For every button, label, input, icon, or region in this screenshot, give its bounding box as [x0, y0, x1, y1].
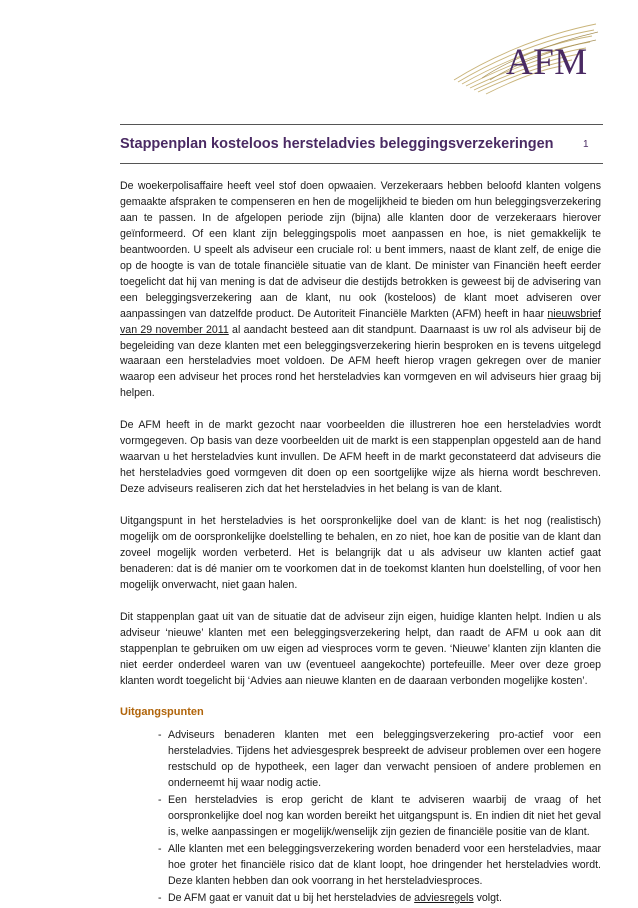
list-item-text: De AFM gaat er vanuit dat u bij het hersteladvies de [168, 891, 415, 904]
paragraph-scope: Dit stappenplan gaat uit van de situatie dat de adviseur zijn eigen, huidige klanten helpt. Indien u als adviseur ‘nieuwe’ klanten met een beleggingsverzekering helpt, dan raadt de AFM u ook aan dit stappenplan te gebruiken om uw eigen ad viesproces vorm te geven. ‘Nieuwe’ klanten zijn klanten die niet eerder onderdeel waren van uw (eventueel aangekochte) portefeuille. Meer over deze groep klanten wordt toegelicht bij ‘Advies aan nieuwe klanten en de daaraan verbonden mogelijke kosten’. [120, 610, 601, 687]
dash-bullet: - [158, 729, 162, 742]
header-bottom-rule [120, 163, 603, 164]
paragraph-text: De woekerpolisaffaire heeft veel stof doen opwaaien. Verzekeraars hebben beloofd klanten volgens gemaakte afspraken te compenseren en hen de mogelijkheid te bieden om hun beleggingsverzekering aan te passen. In de afgelopen periode zijn (bijna) alle klanten door de verzekeraars hierover geïnformeerd. Of een klant zijn beleggingspolis moet aanpassen en hoe, is niet gemakkelijk te beantwoorden. U speelt als adviseur een cruciale rol: u bent immers, naast de klant zelf, de enige die op de hoogte is van de totale financiële situatie van de klant. De minister van Financiën heeft eerder toegelicht dat hij van mening is dat de adviseur die destijds betrokken is geweest bij de advisering van een beleggingsverzekering aan de klant, nu ook (kosteloos) de klant moet adviseren over aanpassingen van datzelfde product. De Autoriteit Financiële Markten (AFM) heeft in haar [120, 180, 601, 320]
list-item-text: volgt. [473, 891, 502, 904]
afm-logo-text: AFM [506, 42, 588, 83]
paragraph-intro [120, 179, 601, 402]
list-item [158, 793, 601, 841]
newsletter-link[interactable]: nieuwsbrief van 29 november 2011 [120, 307, 601, 336]
principles-list [120, 728, 601, 906]
dash-bullet: - [158, 891, 162, 904]
dash-bullet: - [158, 843, 162, 856]
paragraph-starting-point: Uitgangspunt in het hersteladvies is het oorspronkelijke doel van de klant: is het nog (realistisch) mogelijk om de oorspronkelijke doelstelling te behalen, en zo niet, hoe kan de positie van de klant dan zoveel mogelijk worden verbeterd. Het is belangrijk dat u als adviseur uw klanten actief gaat benaderen: dat is dé manier om te voorkomen dat in de toekomst klanten hun doelstelling, of voor hen mogelijk onverwacht, niet gaan halen. [120, 514, 601, 591]
list-item-text: Adviseurs benaderen klanten met een beleggingsverzekering pro-actief voor een hersteladvies. Tijdens het adviesgesprek bespreekt de adviseur problemen over een hogere restschuld op de hypotheek, een lager dan verwacht pensioen of andere problemen en onderneemt hij waar nodig actie. [168, 729, 601, 790]
page-number: 1 [583, 139, 589, 150]
header-top-rule [120, 124, 603, 125]
paragraph-examples: De AFM heeft in de markt gezocht naar voorbeelden die illustreren hoe een hersteladvies wordt vormgegeven. Op basis van deze voorbeelden uit de markt is een stappenplan opgesteld aan de hand waarvan u het hersteladvies kunt invullen. De AFM heeft in de markt geconstateerd dat adviseurs die het hersteladvies goed vormgeven dit doen op een soortgelijke wijze als hierna wordt beschreven. Deze adviseurs realiseren zich dat het hersteladvies in het belang is van de klant. [120, 419, 601, 496]
list-item [158, 842, 601, 890]
list-item-text: Alle klanten met een beleggingsverzekering worden benaderd voor een hersteladvies, maar hoe groter het financiële risico dat de klant loopt, hoe dringender het hersteladvies wordt. Deze klanten hebben dan ook voorrang in het hersteladviesproces. [168, 843, 601, 887]
page-title: Stappenplan kosteloos hersteladvies beleggingsverzekeringen [120, 136, 554, 152]
list-item [158, 728, 601, 792]
dash-bullet: - [158, 794, 162, 807]
document-body [120, 179, 601, 908]
list-item-text: Een hersteladvies is erop gericht de klant te adviseren waarbij de vraag of het oorspronkelijke doel nog kan worden bereikt het uitgangspunt is. En indien dit niet het geval is, welke aanpassingen er mogelijk/wenselijk zijn gezien de financiële positie van de klant. [168, 794, 601, 839]
list-item [158, 891, 601, 907]
paragraph-text: al aandacht besteed aan dit standpunt. Daarnaast is uw rol als adviseur bij de begeleiding van deze klanten met een beleggingsverzekering hierin besproken en is tevens uitgelegd waaraan een hersteladvies moet voldoen. De AFM heeft hierop vragen gekregen over de manier waarop een adviseur het proces rond het hersteladvies kan vormgeven en wil adviseurs hier graag bij helpen. [120, 323, 601, 400]
section-heading: Uitgangspunten [120, 706, 204, 719]
advice-rules-link[interactable]: adviesregels [414, 891, 474, 904]
